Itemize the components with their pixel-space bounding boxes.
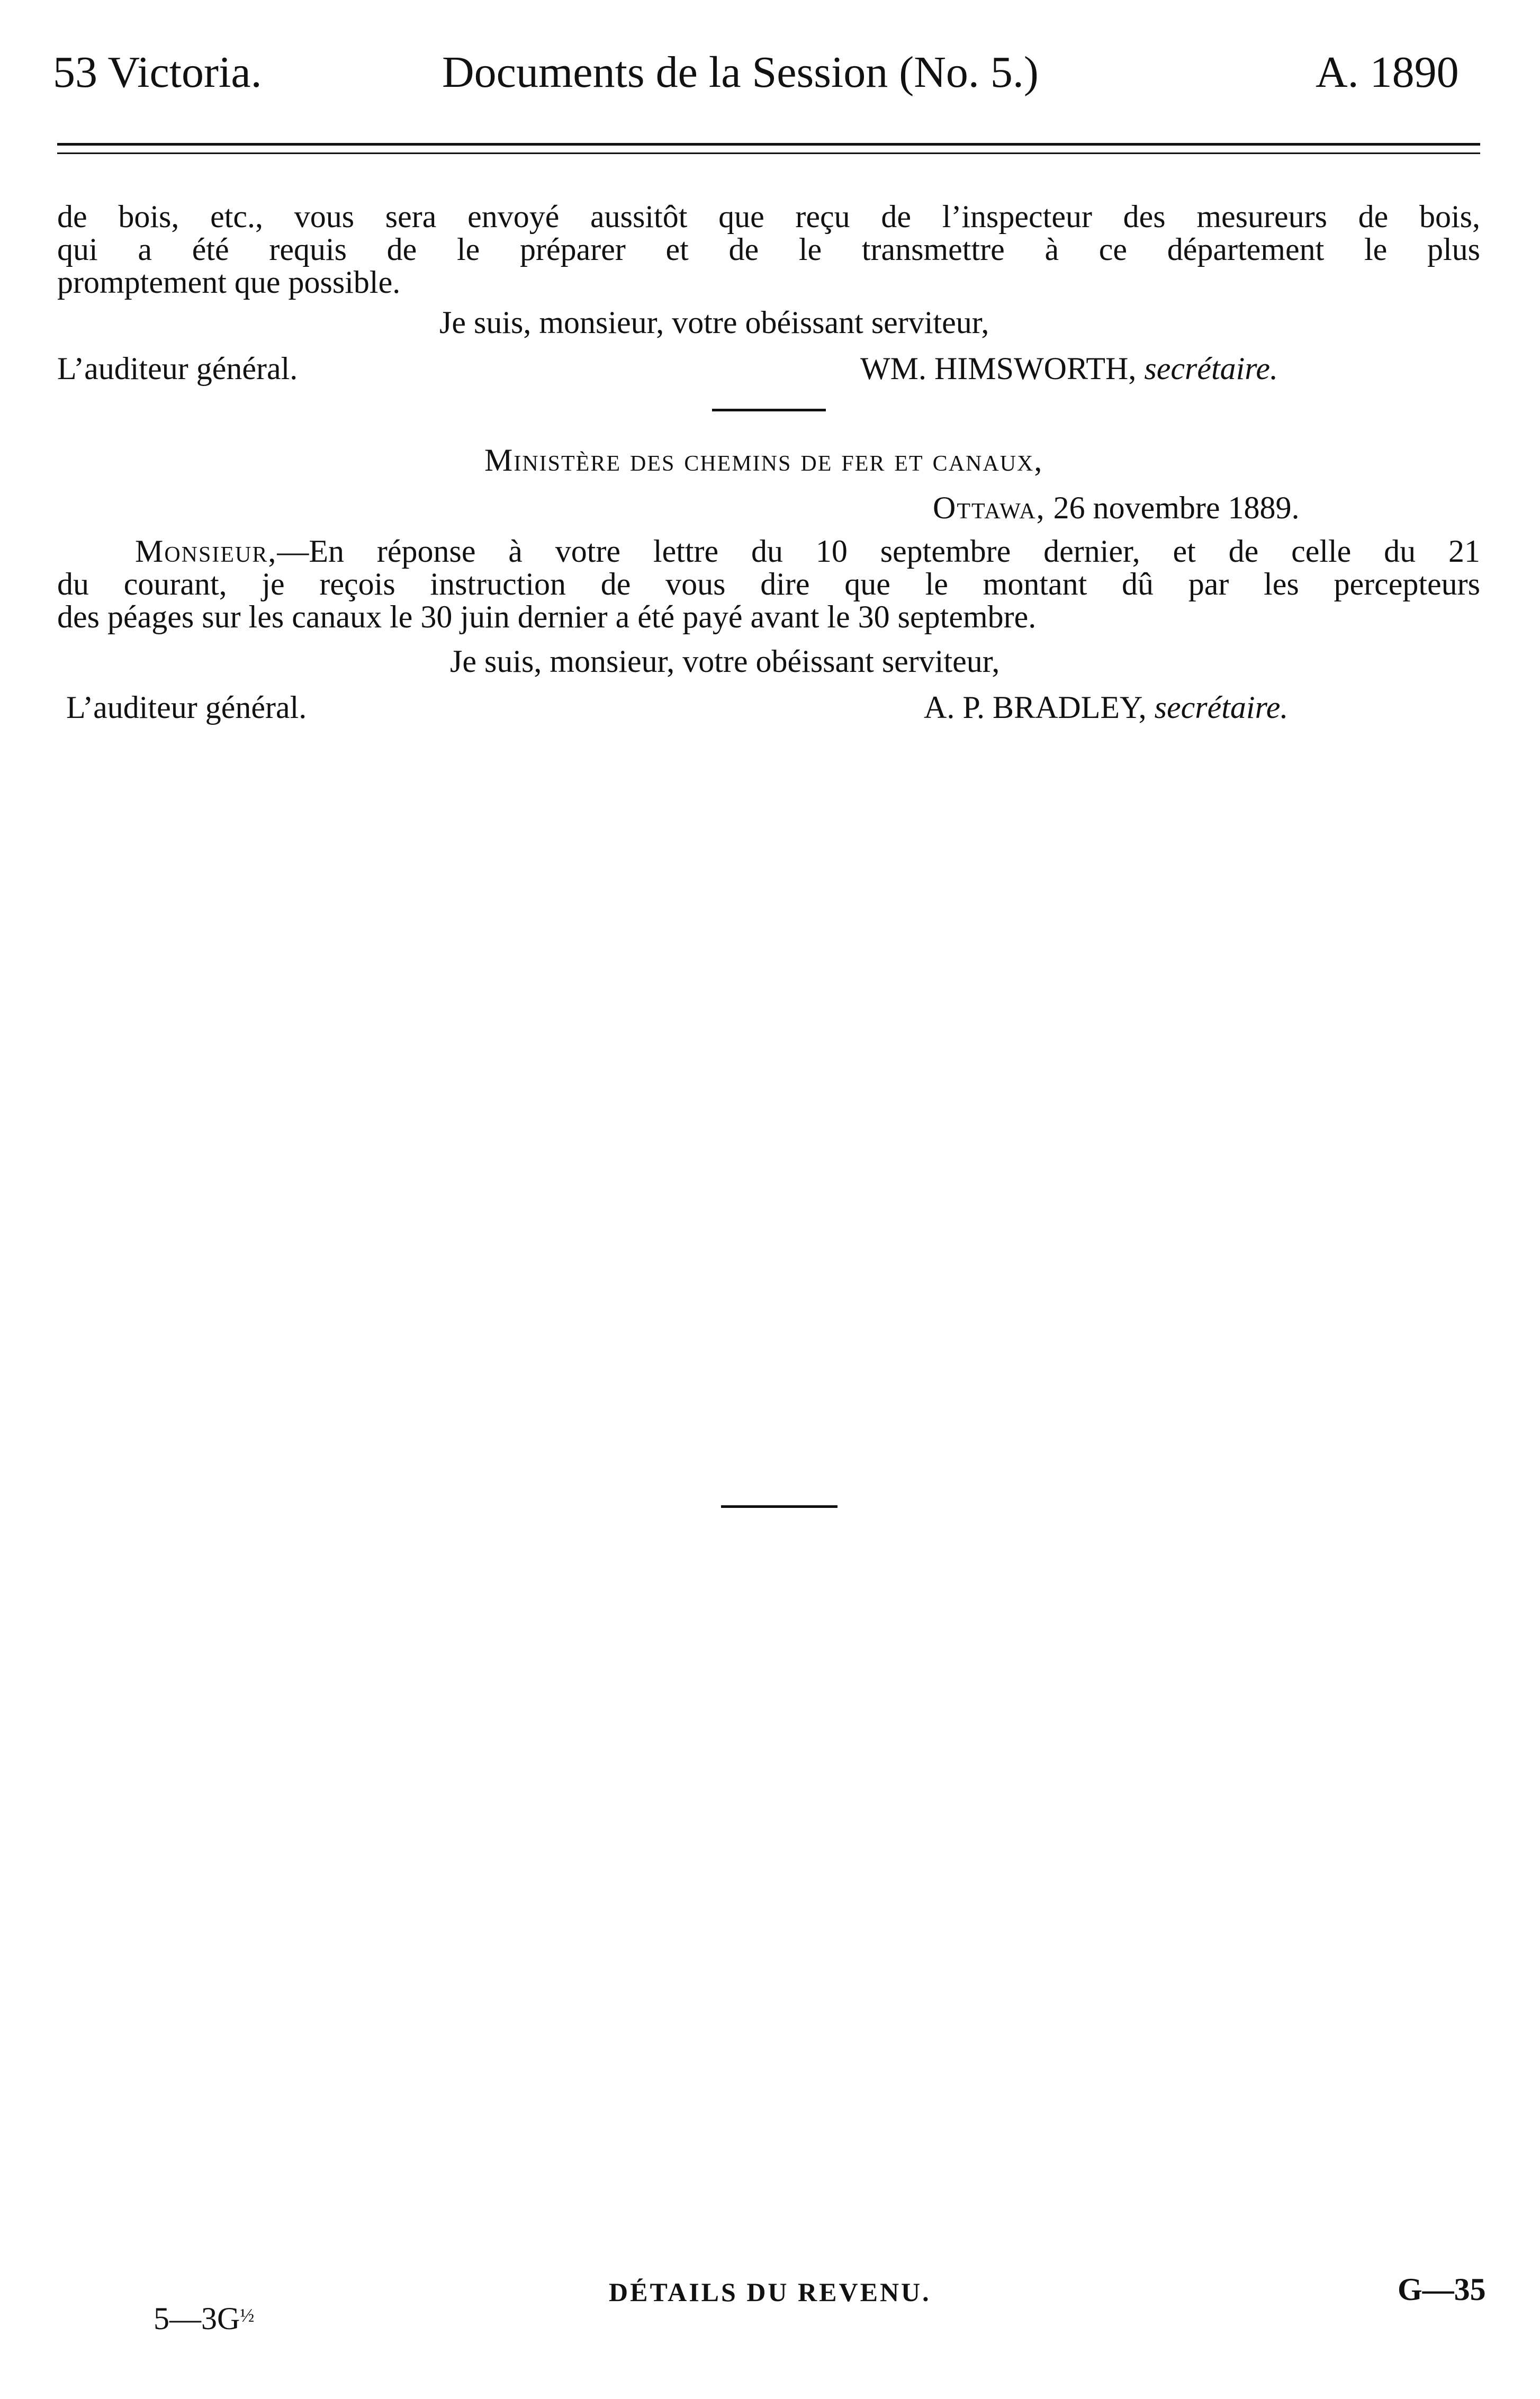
letter1-line-3: promptement que possible.	[57, 265, 401, 300]
header-session-year: 53 Victoria.	[53, 48, 262, 97]
letter2-closing: Je suis, monsieur, votre obéissant serviteur,	[450, 644, 1000, 679]
footer-title: DÉTAILS DU REVENU.	[609, 2277, 931, 2307]
letter1-closing: Je suis, monsieur, votre obéissant serviteur,	[439, 305, 989, 340]
header-rule-thick	[57, 143, 1480, 146]
letter1-signature-title: secrétaire.	[1144, 351, 1278, 386]
letter1-signature-name: WM. HIMSWORTH,	[860, 351, 1137, 386]
letter1-line-1: de bois, etc., vous sera envoyé aussitôt que reçu de l’inspecteur des mesureurs de bois,	[57, 199, 1480, 234]
letter1-line-2: qui a été requis de le préparer et de le transmettre à ce département le plus	[57, 232, 1480, 267]
letter2-line-1	[135, 535, 1480, 568]
letter2-line-2: du courant, je reçois instruction de vous dire que le montant dû par les percepteurs	[57, 567, 1480, 601]
letter2-line-1-text: —En réponse à votre lettre du 10 septembre dernier, et de celle du 21	[277, 534, 1480, 569]
printer-signature-fraction: ½	[240, 2305, 255, 2326]
letter1-addressee: L’auditeur général.	[57, 351, 298, 386]
letter-separator	[712, 409, 826, 411]
printer-signature-mark	[154, 2301, 254, 2337]
letter2-line-3: des péages sur les canaux le 30 juin dernier a été payé avant le 30 septembre.	[57, 599, 1037, 634]
header-document-title: Documents de la Session (No. 5.)	[442, 48, 1039, 97]
page-number: G—35	[1398, 2272, 1486, 2307]
letter1-signature	[860, 352, 1278, 385]
letter2-salutation: Monsieur,	[135, 534, 277, 569]
letter2-place-date	[933, 491, 1299, 524]
header-rule-thin	[57, 152, 1480, 154]
letter2-signature-name: A. P. BRADLEY,	[924, 690, 1147, 725]
letter2-addressee: L’auditeur général.	[66, 690, 307, 725]
letter2-heading: Ministère des chemins de fer et canaux,	[484, 443, 1043, 478]
printer-signature-text: 5—3G	[154, 2301, 240, 2336]
letter2-signature-title: secrétaire.	[1154, 690, 1289, 725]
letter2-date: 26 novembre 1889.	[1053, 490, 1300, 525]
header-year: A. 1890	[1316, 48, 1459, 97]
letter2-signature	[924, 691, 1288, 724]
letter2-place: Ottawa,	[933, 490, 1046, 525]
end-rule	[721, 1505, 837, 1508]
